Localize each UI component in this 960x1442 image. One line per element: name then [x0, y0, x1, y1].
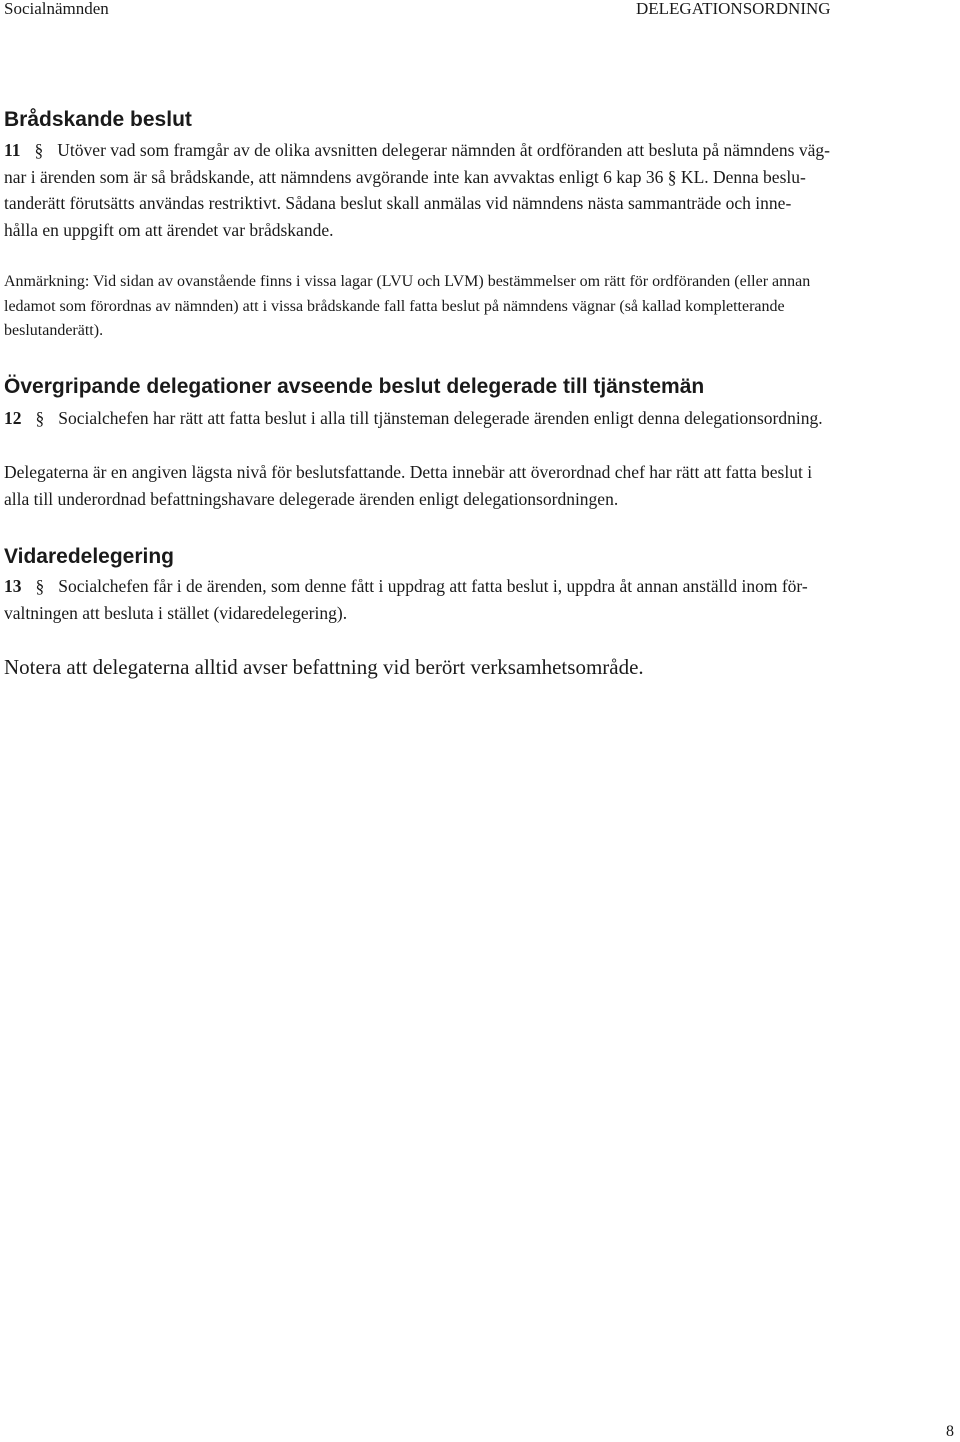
- paragraph-delegaterna: [4, 459, 954, 512]
- notice-paragraph: [4, 654, 954, 680]
- paragraph-13-line: [4, 573, 954, 600]
- paragraph-13: [4, 573, 954, 626]
- paragraph-11-line: hålla en uppgift om att ärendet var brådskande.: [4, 219, 334, 240]
- heading-bradskande-beslut: Brådskande beslut: [4, 108, 192, 131]
- section-sign: §: [35, 576, 45, 596]
- paragraph-11-line: [4, 137, 954, 164]
- section-sign: §: [34, 140, 44, 160]
- note-paragraph: [4, 270, 954, 344]
- paragraph-13-line: valtningen att besluta i stället (vidaredelegering).: [4, 602, 348, 623]
- paragraph-text: Socialchefen får i de ärenden, som denne fått i uppdrag att fatta beslut i, uppdra åt annan anställd inom för-: [58, 576, 808, 596]
- paragraph-text: Socialchefen har rätt att fatta beslut i alla till tjänsteman delegerade ärenden enligt denna delegationsordning.: [58, 408, 823, 428]
- paragraph-11-line: tanderätt förutsätts användas restriktivt. Sådana beslut skall anmälas vid nämndens nästa sammanträde och inne-: [4, 193, 792, 213]
- note-line: ledamot som förordnas av nämnden) att i vissa brådskande fall fatta beslut på nämndens vägnar (så kallad kompletterande: [4, 297, 785, 315]
- paragraph-line: Delegaterna är en angiven lägsta nivå för beslutsfattande. Detta innebär att överordnad chef har rätt att fatta beslut i: [4, 462, 813, 482]
- heading-vidaredelegering: Vidaredelegering: [4, 545, 175, 568]
- notice-line: Notera att delegaterna alltid avser befattning vid berört verksamhetsområde.: [4, 655, 644, 679]
- paragraph-text: Utöver vad som framgår av de olika avsnitten delegerar nämnden åt ordföranden att besluta på nämndens väg-: [57, 140, 830, 160]
- paragraph-number: 12: [4, 408, 22, 428]
- page-number: 8: [946, 1423, 954, 1440]
- paragraph-number: 11: [4, 140, 21, 160]
- paragraph-line: alla till underordnad befattningshavare delegerade ärenden enligt delegationsordningen.: [4, 488, 619, 509]
- heading-overgripande-delegationer: Övergripande delegationer avseende beslut delegerade till tjänstemän: [4, 375, 705, 398]
- paragraph-11: [4, 137, 954, 243]
- section-sign: §: [35, 408, 45, 428]
- paragraph-12-line: [4, 405, 954, 432]
- paragraph-11-line: nar i ärenden som är så brådskande, att nämndens avgörande inte kan avvaktas enligt 6 kap 36 § KL. Denna beslu-: [4, 166, 806, 187]
- paragraph-number: 13: [4, 576, 22, 596]
- document-header-title: DELEGATIONSORDNING: [636, 0, 831, 18]
- paragraph-12: [4, 405, 954, 432]
- note-line: Anmärkning: Vid sidan av ovanstående finns i vissa lagar (LVU och LVM) bestämmelser om rätt för ordföranden (eller annan: [4, 273, 811, 290]
- document-header-department: Socialnämnden: [4, 0, 109, 18]
- note-line: beslutanderätt).: [4, 322, 104, 339]
